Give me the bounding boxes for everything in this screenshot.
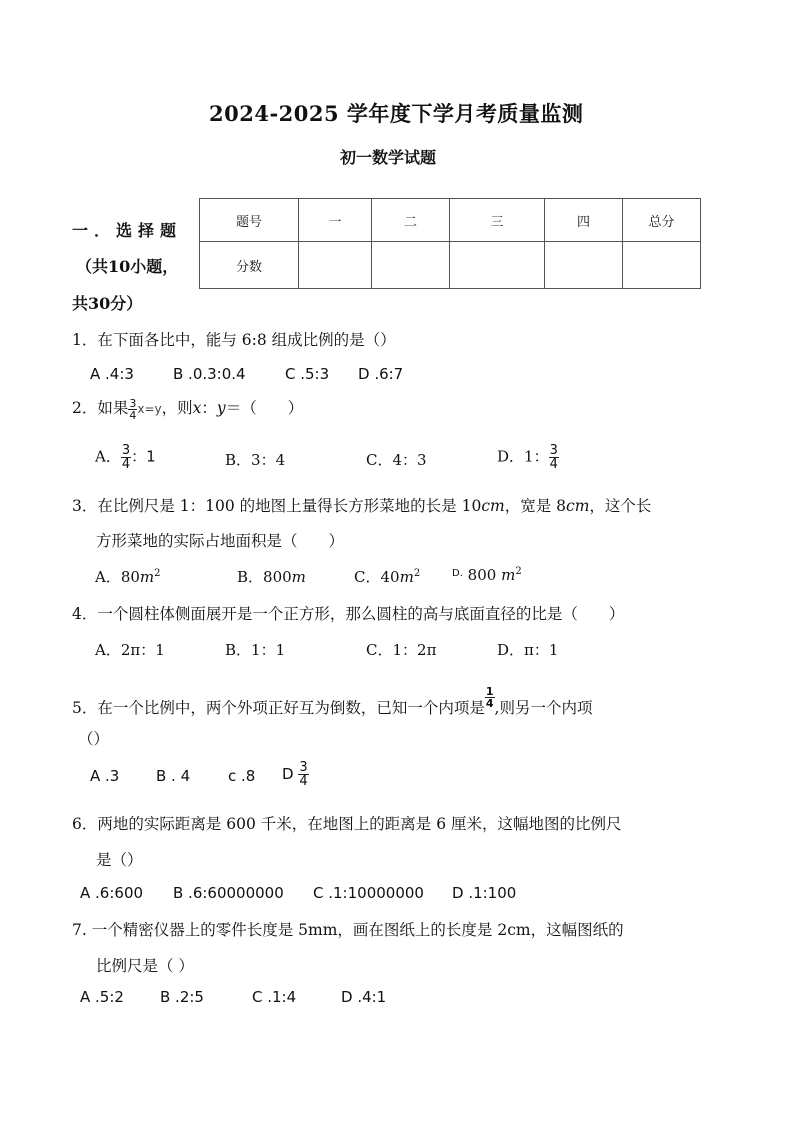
q2-equation: x=y (137, 402, 162, 416)
score-table (199, 198, 701, 289)
q4-option-d: D．π：1 (497, 641, 559, 659)
page-title: 2024-2025 学年度下学月考质量监测 (209, 101, 584, 126)
q6-option-a: A .6:600 (80, 884, 144, 902)
question-3 (72, 494, 651, 516)
q7-option-b: B .2:5 (160, 988, 204, 1006)
option-unit: m (501, 566, 516, 584)
q2-frac-numerator: 3 (129, 396, 137, 410)
option-exponent: 2 (515, 566, 522, 577)
fraction-numerator: 3 (121, 443, 131, 458)
score-entry-cell[interactable] (623, 242, 701, 289)
q3-text3: ，这个长 (589, 497, 652, 515)
q3-unit2: cm (566, 497, 590, 515)
q3-option-a (95, 566, 161, 587)
q2-y: y (216, 399, 226, 417)
q5-option-d (282, 761, 309, 788)
q2-option-b: B．3：4 (225, 451, 286, 469)
q5-option-b: B . 4 (156, 767, 191, 785)
option-label: D．1： (497, 447, 549, 466)
page-subtitle: 初一数学试题 (340, 148, 437, 167)
q7-option-a: A .5:2 (80, 988, 124, 1006)
option-label: D. (452, 568, 463, 579)
fraction-denominator: 4 (299, 774, 308, 789)
q2-suffix-b: ＝（ ） (225, 399, 304, 417)
q5-fraction (485, 686, 495, 709)
q2-option-c: C．4：3 (366, 451, 427, 469)
fraction-numerator: 3 (299, 760, 308, 775)
q7-option-c: C .1:4 (252, 988, 297, 1006)
score-entry-cell[interactable] (372, 242, 450, 289)
q6-option-c: C .1:10000000 (313, 884, 424, 902)
q2-option-d (497, 444, 559, 471)
fraction-denominator: 4 (549, 457, 558, 472)
q4-option-b: B．1：1 (225, 641, 286, 659)
score-table-score-row (200, 242, 701, 289)
q5-text1: 5．在一个比例中，两个外项正好互为倒数，已知一个内项是 (72, 699, 485, 717)
question-4: 4．一个圆柱体侧面展开是一个正方形，那么圆柱的高与底面直径的比是（ ） (72, 605, 625, 623)
q5-option-a: A .3 (90, 767, 120, 785)
option-value: A．80 (95, 568, 140, 586)
fraction-numerator: 3 (549, 443, 558, 458)
question-1: 1．在下面各比中，能与 6:8 组成比例的是（） (72, 331, 396, 349)
question-2 (72, 396, 303, 421)
q2-colon: ： (201, 399, 217, 417)
table-cell: 分数 (200, 242, 299, 289)
q6-option-d: D .1:100 (452, 884, 517, 902)
question-3-line2: 方形菜地的实际占地面积是（ ） (96, 532, 345, 550)
section-heading: 一．选择题 (72, 221, 183, 240)
q1-option-c: C .5:3 (285, 365, 330, 383)
q7-option-d: D .4:1 (341, 988, 387, 1006)
q2-frac-denominator: 4 (129, 408, 137, 422)
option-unit: m (139, 568, 155, 586)
q4-option-a: A．2π：1 (95, 641, 165, 659)
question-5-line2: （） (78, 730, 110, 748)
q5-option-c: c .8 (228, 767, 256, 785)
q5-text2: ,则另一个内项 (494, 699, 593, 717)
option-value: C．40 (354, 568, 400, 586)
q6-option-b: B .6:60000000 (173, 884, 284, 902)
question-5 (72, 686, 592, 718)
q3-option-c (354, 566, 420, 587)
table-cell: 总分 (623, 199, 701, 242)
option-exponent: 2 (154, 568, 161, 579)
q2-d-fraction (549, 444, 559, 471)
fraction-denominator: 4 (121, 457, 131, 472)
q1-option-d: D .6:7 (358, 365, 404, 383)
option-unit: m (399, 568, 414, 586)
option-value: 800 (467, 566, 497, 584)
section-heading-line3: 共30分） (72, 294, 143, 313)
score-entry-cell[interactable] (299, 242, 372, 289)
q3-unit1: cm (481, 497, 505, 515)
option-label: A． (95, 447, 121, 466)
option-unit: m (291, 568, 306, 586)
question-6-line2: 是（） (96, 851, 143, 869)
table-cell: 四 (545, 199, 623, 242)
q1-option-a: A .4:3 (90, 365, 134, 383)
option-exponent: 2 (413, 568, 421, 579)
table-cell: 二 (372, 199, 450, 242)
table-cell: 一 (299, 199, 372, 242)
q4-option-c: C．1：2π (366, 641, 437, 659)
q2-x: x (192, 399, 202, 417)
option-label: D (282, 765, 294, 783)
section-heading-line2: （共10小题， (76, 257, 179, 276)
q5-d-fraction (298, 761, 308, 788)
table-cell: 题号 (200, 199, 299, 242)
q1-option-b: B .0.3:0.4 (173, 365, 246, 383)
q3-option-b (237, 566, 306, 587)
q2-prefix: 2．如果 (72, 399, 129, 417)
fraction-numerator: 1 (485, 685, 494, 698)
score-table-header-row (200, 199, 701, 242)
fraction-denominator: 4 (485, 697, 494, 710)
option-rest: ：1 (131, 447, 156, 466)
question-7-line2: 比例尺是（ ） (96, 957, 194, 975)
q2-a-fraction (121, 444, 131, 471)
question-6: 6．两地的实际距离是 600 千米，在地图上的距离是 6 厘米，这幅地图的比例尺 (72, 815, 622, 833)
q2-option-a (95, 444, 156, 471)
q2-suffix-a: ，则 (161, 399, 193, 417)
score-entry-cell[interactable] (450, 242, 545, 289)
q3-text2: ，宽是 8 (504, 497, 567, 515)
q3-text1: 3．在比例尺是 1：100 的地图上量得长方形菜地的长是 10 (72, 497, 482, 515)
option-value: B．800 (237, 568, 292, 586)
table-cell: 三 (450, 199, 545, 242)
q3-option-d (452, 566, 522, 584)
score-entry-cell[interactable] (545, 242, 623, 289)
question-7: 7. 一个精密仪器上的零件长度是 5mm，画在图纸上的长度是 2cm，这幅图纸的 (72, 921, 624, 939)
